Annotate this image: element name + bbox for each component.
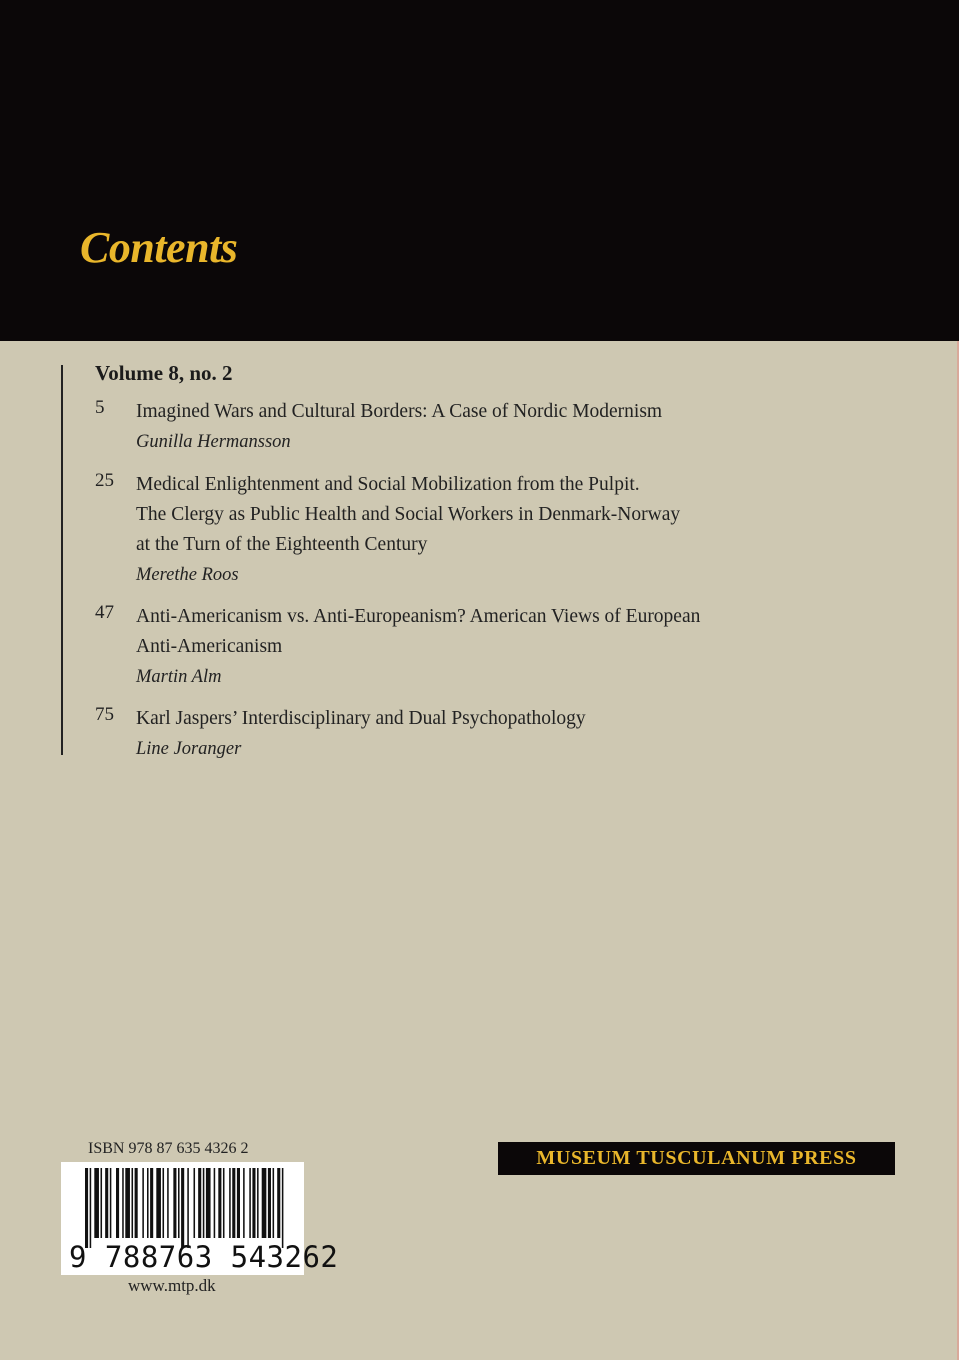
barcode-bar	[282, 1168, 284, 1248]
barcode-bar	[90, 1168, 92, 1248]
page-title: Contents	[80, 223, 238, 272]
toc-title-line: Medical Enlightenment and Social Mobilization from the Pulpit.	[136, 474, 640, 495]
isbn-label: ISBN 978 87 635 4326 2	[88, 1140, 249, 1157]
barcode-bar	[187, 1168, 189, 1248]
toc-author: Gunilla Hermansson	[136, 432, 291, 452]
barcode-bar	[85, 1168, 88, 1248]
toc-title-line: Anti-Americanism vs. Anti-Europeanism? American Views of European	[136, 606, 701, 627]
barcode-bar	[105, 1168, 108, 1238]
toc-page-number: 5	[95, 397, 105, 418]
website-link[interactable]: www.mtp.dk	[128, 1276, 216, 1295]
barcode-bar	[173, 1168, 176, 1238]
toc-title-line: Karl Jaspers’ Interdisciplinary and Dual Psychopathology	[136, 708, 586, 729]
barcode-bar	[249, 1168, 251, 1238]
toc-title-line: The Clergy as Public Health and Social Workers in Denmark-Norway	[136, 504, 681, 525]
barcode-bar	[181, 1168, 184, 1248]
barcode-bar	[194, 1168, 196, 1238]
publisher-logo: MUSEUM TUSCULANUM PRESS	[498, 1142, 895, 1175]
barcode-bar	[277, 1168, 280, 1238]
toc-page-number: 47	[95, 602, 114, 623]
barcode-bar	[163, 1168, 165, 1238]
barcode-bar	[252, 1168, 255, 1238]
barcode-bar	[232, 1168, 235, 1238]
barcode-bar	[122, 1168, 124, 1238]
toc-author: Merethe Roos	[136, 565, 239, 585]
barcode-bar	[147, 1168, 149, 1238]
toc-page-number: 75	[95, 704, 114, 725]
barcode-bar	[150, 1168, 153, 1238]
barcode-bar	[237, 1168, 240, 1238]
barcode-bar	[156, 1168, 161, 1238]
barcode-bar	[206, 1168, 211, 1238]
toc-entry-body	[136, 602, 856, 692]
barcode-bar	[178, 1168, 180, 1238]
barcode-digits: 9 788763 543262	[69, 1240, 339, 1274]
barcode-bar	[110, 1168, 112, 1238]
toc-entry-body	[136, 470, 856, 590]
barcode-bar	[198, 1168, 201, 1238]
barcode-bar	[132, 1168, 134, 1238]
barcode-bar	[214, 1168, 216, 1238]
volume-heading: Volume 8, no. 2	[95, 361, 233, 385]
barcode-bar	[101, 1168, 103, 1238]
barcode-bar	[257, 1168, 259, 1238]
barcode-bar	[94, 1168, 99, 1238]
toc-entry-body	[136, 704, 856, 764]
barcode-bar	[243, 1168, 245, 1238]
barcode-bar	[135, 1168, 138, 1238]
barcode-bar	[262, 1168, 267, 1238]
barcode-bar	[142, 1168, 144, 1238]
barcode-bar	[268, 1168, 271, 1238]
barcode-bar	[273, 1168, 275, 1238]
barcode-bar	[116, 1168, 119, 1238]
toc-author: Line Joranger	[136, 739, 242, 759]
toc-title-line: at the Turn of the Eighteenth Century	[136, 534, 428, 555]
barcode-bar	[223, 1168, 225, 1238]
header-band	[0, 0, 959, 341]
barcode-bar	[203, 1168, 205, 1238]
barcode-bar	[125, 1168, 130, 1238]
toc-title-line: Imagined Wars and Cultural Borders: A Case of Nordic Modernism	[136, 401, 663, 422]
toc-title-line: Anti-Americanism	[136, 636, 283, 657]
barcode	[61, 1162, 339, 1275]
barcode-bar	[167, 1168, 169, 1238]
vertical-rule	[61, 365, 63, 755]
barcode-bar	[229, 1168, 231, 1238]
toc-entry-body	[136, 397, 856, 457]
toc-author: Martin Alm	[136, 667, 222, 687]
barcode-bar	[218, 1168, 221, 1238]
toc-page-number: 25	[95, 470, 114, 491]
